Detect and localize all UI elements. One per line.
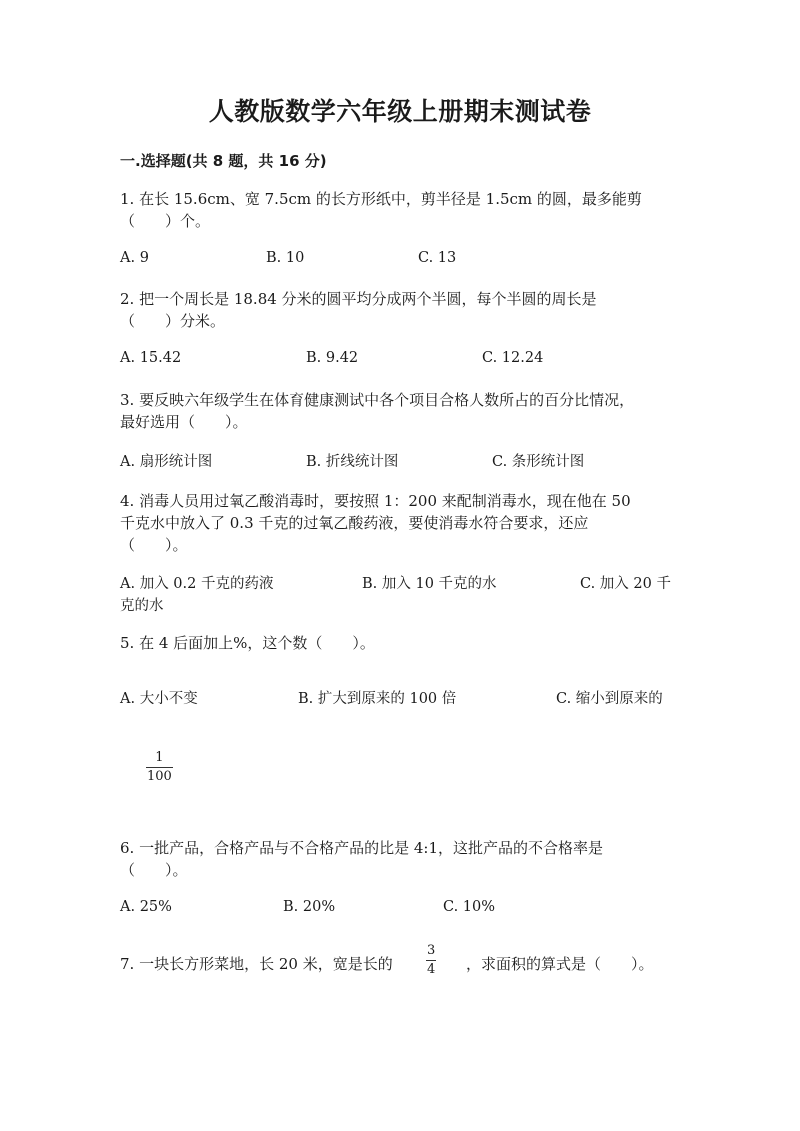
question-2-text-line1: 2. 把一个周长是 18.84 分米的圆平均分成两个半圆，每个半圆的周长是	[120, 290, 597, 308]
question-4-option-b: B. 加入 10 千克的水	[362, 576, 497, 592]
question-5-option-a: A. 大小不变	[120, 691, 198, 707]
fraction-bar	[146, 767, 173, 768]
question-3-text-line1: 3. 要反映六年级学生在体育健康测试中各个项目合格人数所占的百分比情况，	[120, 391, 635, 409]
question-4-option-c: C. 加入 20 千	[580, 576, 671, 592]
question-6-option-b: B. 20%	[283, 899, 336, 915]
question-4-option-c-cont: 克的水	[120, 598, 164, 614]
question-2-option-a: A. 15.42	[120, 350, 182, 366]
question-7-text-pre: 7. 一块长方形菜地，长 20 米，宽是长的	[120, 955, 393, 973]
question-3-option-a: A. 扇形统计图	[120, 454, 213, 470]
question-6-option-a: A. 25%	[120, 899, 172, 915]
question-1-text-line2: （ ）个。	[120, 212, 211, 230]
question-5-fraction	[146, 751, 173, 783]
fraction-bar	[426, 960, 436, 961]
fraction-denominator: 100	[147, 769, 172, 784]
question-1-text-line1: 1. 在长 15.6cm、宽 7.5cm 的长方形纸中，剪半径是 1.5cm 的圆，最多能剪	[120, 190, 642, 208]
question-6-text-line1: 6. 一批产品，合格产品与不合格产品的比是 4:1，这批产品的不合格率是	[120, 839, 603, 857]
question-7-text-post: ，求面积的算式是（ ）。	[466, 955, 654, 973]
fraction-numerator: 3	[427, 943, 436, 958]
section-heading: 一.选择题(共 8 题，共 16 分)	[120, 152, 327, 170]
page-title: 人教版数学六年级上册期末测试卷	[208, 97, 592, 126]
question-2-option-b: B. 9.42	[306, 350, 359, 366]
question-4-text-line3: （ ）。	[120, 536, 188, 554]
question-4-text-line2: 千克水中放入了 0.3 千克的过氧乙酸药液，要使消毒水符合要求，还应	[120, 514, 589, 532]
question-2-option-c: C. 12.24	[482, 350, 544, 366]
question-3-option-c: C. 条形统计图	[492, 454, 585, 470]
question-5-option-c: C. 缩小到原来的	[556, 691, 663, 707]
question-3-text-line2: 最好选用（ ）。	[120, 413, 248, 431]
question-2-text-line2: （ ）分米。	[120, 312, 226, 330]
question-1-option-c: C. 13	[418, 250, 457, 266]
question-1-option-a: A. 9	[120, 250, 149, 266]
question-1-option-b: B. 10	[266, 250, 305, 266]
question-4-text-line1: 4. 消毒人员用过氧乙酸消毒时，要按照 1：200 来配制消毒水，现在他在 50	[120, 492, 631, 510]
fraction-denominator: 4	[427, 962, 436, 977]
question-5-option-b: B. 扩大到原来的 100 倍	[298, 691, 457, 707]
question-7-fraction	[426, 944, 436, 976]
question-6-text-line2: （ ）。	[120, 861, 188, 879]
question-4-option-a: A. 加入 0.2 千克的药液	[120, 576, 274, 592]
question-5-text-line1: 5. 在 4 后面加上%，这个数（ ）。	[120, 634, 375, 652]
question-3-option-b: B. 折线统计图	[306, 454, 399, 470]
fraction-numerator: 1	[155, 750, 164, 765]
question-6-option-c: C. 10%	[443, 899, 496, 915]
